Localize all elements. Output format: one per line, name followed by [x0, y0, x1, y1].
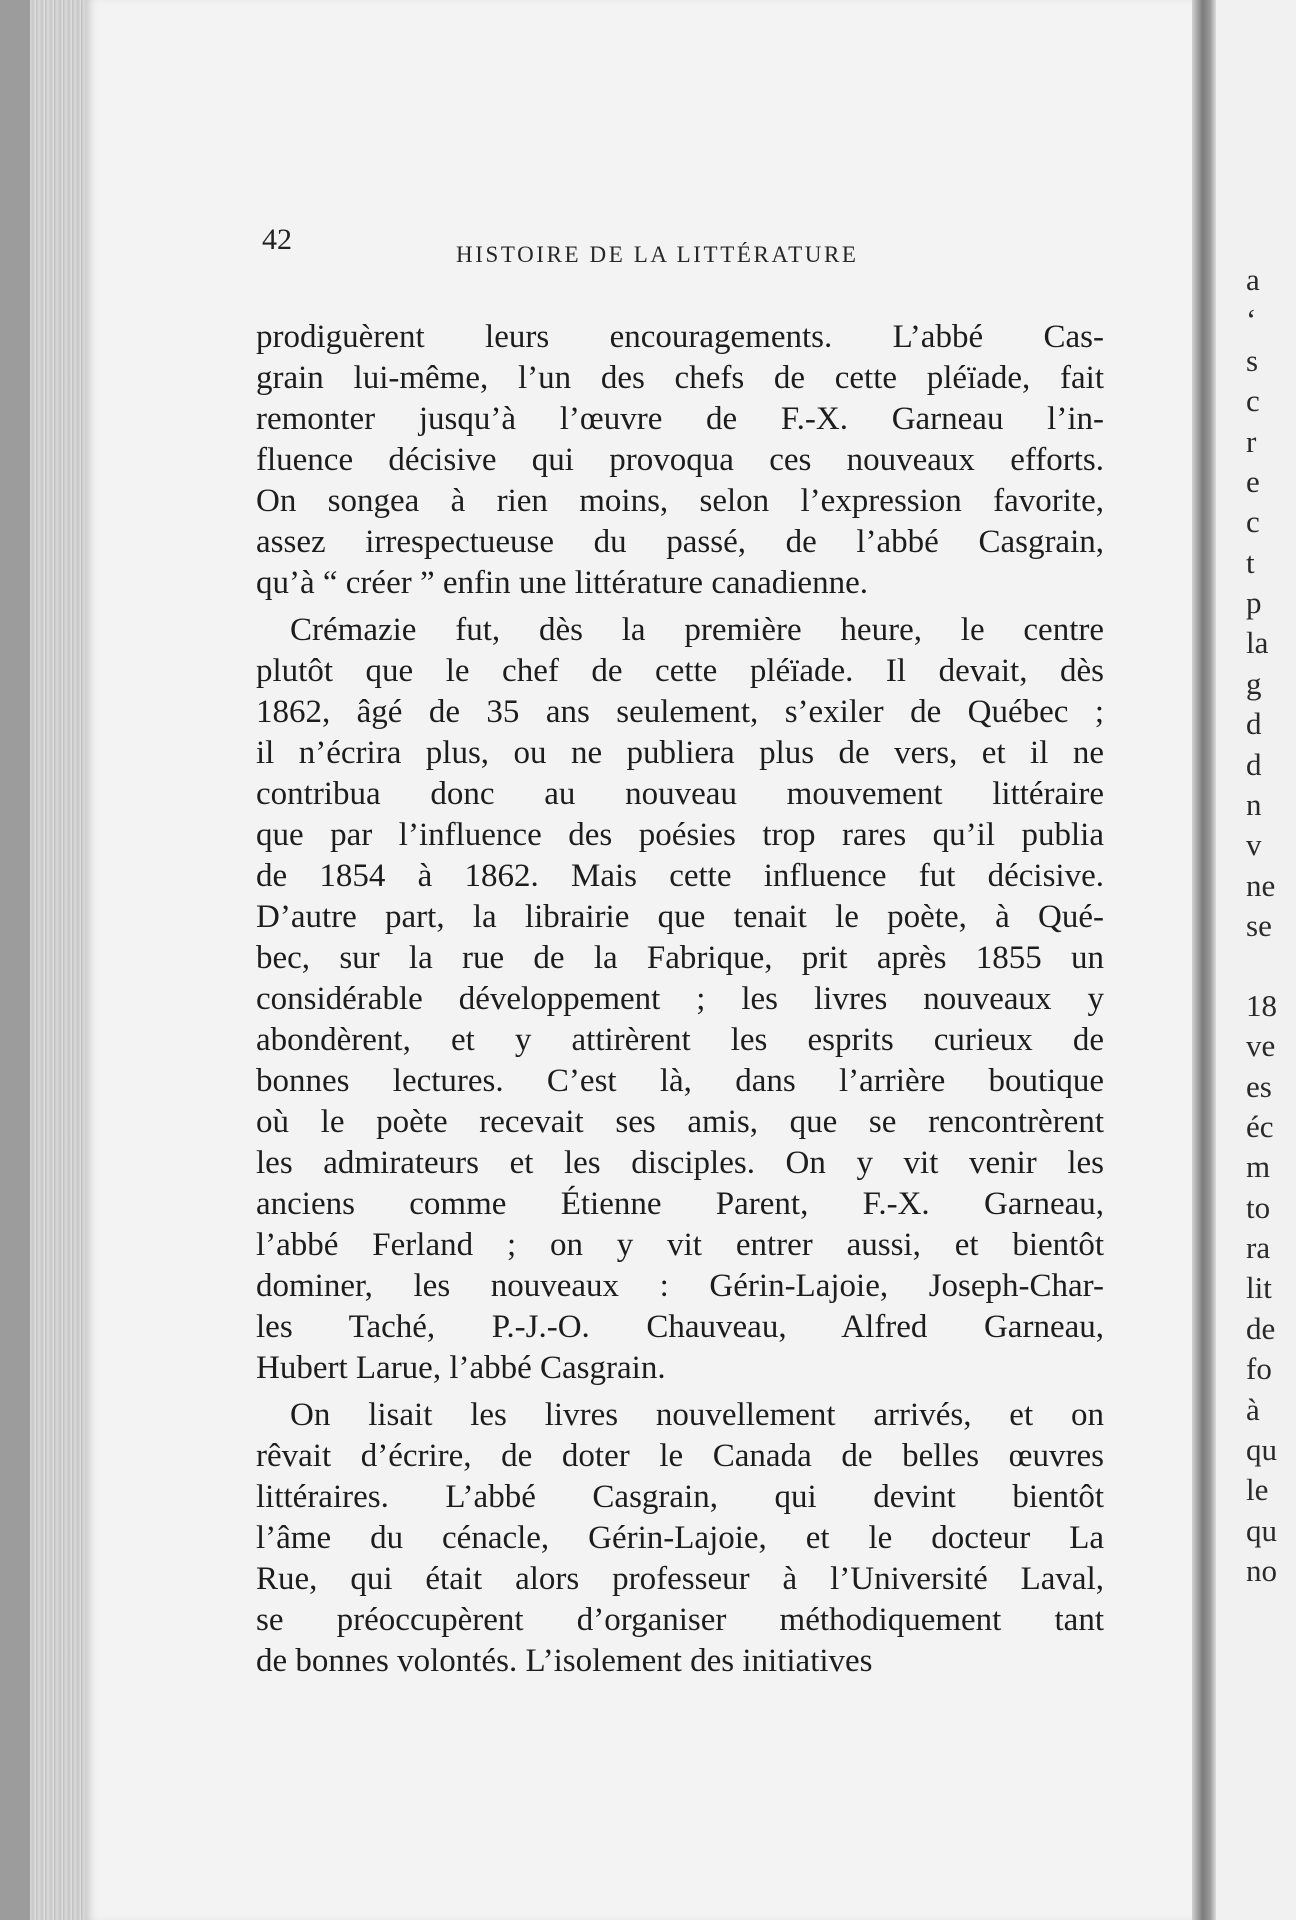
text-line: il n’écrira plus, ou ne publiera plus de vers, et il ne [256, 735, 1104, 771]
text-line: littéraires. L’abbé Casgrain, qui devint bientôt [256, 1479, 1104, 1515]
paragraph [256, 1395, 1104, 1682]
facing-page-fragment: n [1246, 787, 1262, 822]
facing-page-fragment: e [1246, 464, 1260, 499]
facing-page-fragment: la [1246, 625, 1269, 660]
facing-page-fragment: no [1246, 1553, 1277, 1588]
body-text [256, 317, 1104, 1682]
text-line: que par l’influence des poésies trop rares qu’il publia [256, 817, 1104, 853]
text-line: de bonnes volontés. L’isolement des initiatives [256, 1643, 873, 1679]
facing-page-fragment: de [1246, 1311, 1276, 1346]
facing-page-fragment: d [1246, 706, 1262, 741]
text-line: bonnes lectures. C’est là, dans l’arrière boutique [256, 1063, 1104, 1099]
page-number: 42 [262, 223, 292, 256]
facing-page-fragment: t [1246, 545, 1255, 580]
text-line: fluence décisive qui provoqua ces nouveaux efforts. [256, 442, 1104, 478]
facing-page [1216, 0, 1296, 1920]
text-line: qu’à “ créer ” enfin une littérature canadienne. [256, 565, 868, 601]
paragraph [256, 610, 1104, 1389]
text-line: 1862, âgé de 35 ans seulement, s’exiler de Québec ; [256, 694, 1104, 730]
facing-page-fragment: v [1246, 827, 1262, 862]
text-line: dominer, les nouveaux : Gérin-Lajoie, Joseph-Char- [256, 1268, 1104, 1304]
facing-page-fragment: c [1246, 383, 1260, 418]
text-line: Rue, qui était alors professeur à l’Université Laval, [256, 1561, 1104, 1597]
text-line: anciens comme Étienne Parent, F.-X. Garneau, [256, 1186, 1104, 1222]
facing-page-fragment: to [1246, 1190, 1271, 1225]
text-line: Crémazie fut, dès la première heure, le centre [290, 612, 1104, 648]
facing-page-fragment: c [1246, 504, 1260, 539]
text-line: les Taché, P.-J.-O. Chauveau, Alfred Garneau, [256, 1309, 1104, 1345]
text-line: bec, sur la rue de la Fabrique, prit après 1855 un [256, 940, 1104, 976]
text-line: contribua donc au nouveau mouvement littéraire [256, 776, 1104, 812]
facing-page-fragment: le [1246, 1472, 1269, 1507]
facing-page-fragment: ‘ [1246, 302, 1257, 337]
facing-page-fragment: éc [1246, 1109, 1274, 1144]
facing-page-fragment: à [1246, 1392, 1260, 1427]
text-line: les admirateurs et les disciples. On y vit venir les [256, 1145, 1104, 1181]
text-line: plutôt que le chef de cette pléïade. Il devait, dès [256, 653, 1104, 689]
text-line: prodiguèrent leurs encouragements. L’abbé Cas- [256, 319, 1104, 355]
text-line: de 1854 à 1862. Mais cette influence fut décisive. [256, 858, 1104, 894]
facing-page-fragment: s [1246, 343, 1259, 378]
facing-page-fragment: ra [1246, 1230, 1271, 1265]
text-line: l’âme du cénacle, Gérin-Lajoie, et le docteur La [256, 1520, 1104, 1556]
facing-page-fragment: fo [1246, 1351, 1272, 1386]
facing-page-fragment: 18 [1246, 988, 1277, 1023]
facing-page-fragment: se [1246, 908, 1272, 943]
facing-page-fragment: p [1246, 585, 1262, 620]
facing-page-fragment: m [1246, 1149, 1271, 1184]
facing-page-fragment: ve [1246, 1028, 1276, 1063]
page-edge-stack [0, 0, 96, 1920]
text-line: se préoccupèrent d’organiser méthodiquement tant [256, 1602, 1104, 1638]
facing-page-fragment: es [1246, 1069, 1272, 1104]
text-line: rêvait d’écrire, de doter le Canada de belles œuvres [256, 1438, 1104, 1474]
facing-page-fragment: qu [1246, 1513, 1277, 1548]
text-line: considérable développement ; les livres nouveaux y [256, 981, 1104, 1017]
text-line: Hubert Larue, l’abbé Casgrain. [256, 1350, 666, 1386]
facing-page-fragment: ne [1246, 868, 1276, 903]
text-line: On lisait les livres nouvellement arrivés, et on [290, 1397, 1104, 1433]
text-line: l’abbé Ferland ; on y vit entrer aussi, et bientôt [256, 1227, 1104, 1263]
facing-page-fragment: d [1246, 747, 1262, 782]
text-line: abondèrent, et y attirèrent les esprits curieux de [256, 1022, 1104, 1058]
text-line: D’autre part, la librairie que tenait le poète, à Qué- [256, 899, 1104, 935]
facing-page-fragment: lit [1246, 1270, 1272, 1305]
facing-page-fragment: g [1246, 666, 1262, 701]
text-line: assez irrespectueuse du passé, de l’abbé Casgrain, [256, 524, 1104, 560]
facing-page-fragment: a [1246, 262, 1260, 297]
book-gutter [1192, 0, 1216, 1920]
text-line: On songea à rien moins, selon l’expression favorite, [256, 483, 1104, 519]
text-line: où le poète recevait ses amis, que se rencontrèrent [256, 1104, 1104, 1140]
facing-page-fragment: r [1246, 424, 1257, 459]
text-line: grain lui-même, l’un des chefs de cette pléïade, fait [256, 360, 1104, 396]
paragraph [256, 317, 1104, 604]
text-line: remonter jusqu’à l’œuvre de F.-X. Garneau l’in- [256, 401, 1104, 437]
facing-page-fragment: qu [1246, 1432, 1277, 1467]
running-title: HISTOIRE DE LA LITTÉRATURE [456, 242, 859, 267]
